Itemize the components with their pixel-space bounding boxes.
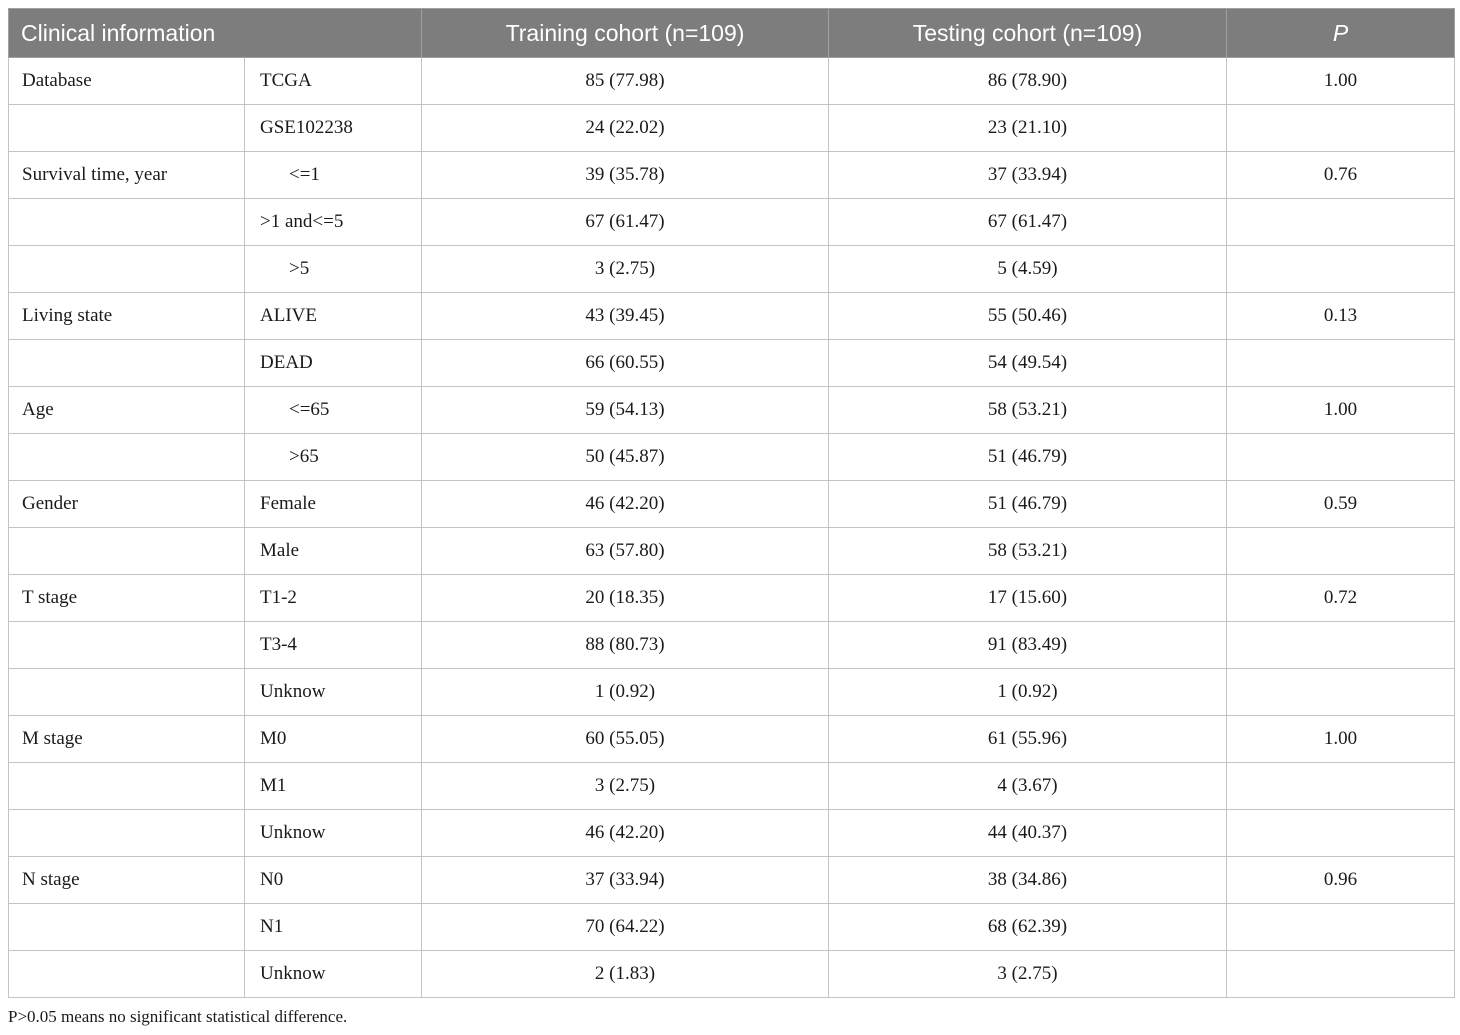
cell-training-value: 37 (33.94) xyxy=(422,857,829,904)
cell-p-value xyxy=(1227,669,1455,716)
cell-clinical-group xyxy=(9,246,245,293)
cell-clinical-group: N stage xyxy=(9,857,245,904)
cell-testing-value: 51 (46.79) xyxy=(829,434,1227,481)
cell-testing-value: 1 (0.92) xyxy=(829,669,1227,716)
cell-testing-value: 51 (46.79) xyxy=(829,481,1227,528)
table-row xyxy=(9,152,1455,199)
cell-p-value: 0.72 xyxy=(1227,575,1455,622)
cell-clinical-group xyxy=(9,622,245,669)
cell-training-value: 85 (77.98) xyxy=(422,58,829,105)
cell-testing-value: 38 (34.86) xyxy=(829,857,1227,904)
cell-clinical-group xyxy=(9,951,245,998)
clinical-info-table xyxy=(8,8,1455,998)
cell-p-value: 0.59 xyxy=(1227,481,1455,528)
cell-testing-value: 58 (53.21) xyxy=(829,387,1227,434)
cell-testing-value: 3 (2.75) xyxy=(829,951,1227,998)
cell-subcategory: <=1 xyxy=(245,152,422,199)
cell-subcategory: ALIVE xyxy=(245,293,422,340)
table-row xyxy=(9,105,1455,152)
cell-testing-value: 37 (33.94) xyxy=(829,152,1227,199)
table-row xyxy=(9,199,1455,246)
cell-training-value: 24 (22.02) xyxy=(422,105,829,152)
table-row xyxy=(9,904,1455,951)
table-footnote: P>0.05 means no significant statistical difference. xyxy=(8,1007,348,1026)
cell-subcategory: Female xyxy=(245,481,422,528)
table-row xyxy=(9,528,1455,575)
cell-p-value xyxy=(1227,434,1455,481)
cell-p-value xyxy=(1227,763,1455,810)
cell-training-value: 43 (39.45) xyxy=(422,293,829,340)
cell-p-value xyxy=(1227,246,1455,293)
cell-subcategory: Unknow xyxy=(245,810,422,857)
cell-p-value xyxy=(1227,810,1455,857)
cell-clinical-group xyxy=(9,105,245,152)
cell-clinical-group xyxy=(9,904,245,951)
cell-subcategory: Male xyxy=(245,528,422,575)
cell-testing-value: 61 (55.96) xyxy=(829,716,1227,763)
cell-p-value xyxy=(1227,622,1455,669)
cell-p-value: 1.00 xyxy=(1227,58,1455,105)
table-row xyxy=(9,763,1455,810)
cell-p-value xyxy=(1227,199,1455,246)
header-clinical-information: Clinical information xyxy=(9,9,422,58)
cell-testing-value: 91 (83.49) xyxy=(829,622,1227,669)
cell-subcategory: T1-2 xyxy=(245,575,422,622)
cell-training-value: 20 (18.35) xyxy=(422,575,829,622)
cell-testing-value: 67 (61.47) xyxy=(829,199,1227,246)
table-row xyxy=(9,58,1455,105)
cell-clinical-group xyxy=(9,340,245,387)
cell-subcategory: >1 and<=5 xyxy=(245,199,422,246)
cell-p-value xyxy=(1227,951,1455,998)
cell-p-value xyxy=(1227,105,1455,152)
table-row xyxy=(9,575,1455,622)
table-row xyxy=(9,293,1455,340)
table-row xyxy=(9,481,1455,528)
cell-training-value: 39 (35.78) xyxy=(422,152,829,199)
cell-clinical-group xyxy=(9,669,245,716)
cell-testing-value: 55 (50.46) xyxy=(829,293,1227,340)
cell-testing-value: 58 (53.21) xyxy=(829,528,1227,575)
cell-clinical-group xyxy=(9,434,245,481)
cell-training-value: 46 (42.20) xyxy=(422,810,829,857)
cell-training-value: 46 (42.20) xyxy=(422,481,829,528)
cell-subcategory: TCGA xyxy=(245,58,422,105)
cell-subcategory: <=65 xyxy=(245,387,422,434)
cell-clinical-group: Survival time, year xyxy=(9,152,245,199)
cell-subcategory: GSE102238 xyxy=(245,105,422,152)
cell-clinical-group xyxy=(9,810,245,857)
cell-testing-value: 23 (21.10) xyxy=(829,105,1227,152)
table-header-row xyxy=(9,9,1455,58)
cell-training-value: 63 (57.80) xyxy=(422,528,829,575)
cell-subcategory: T3-4 xyxy=(245,622,422,669)
cell-subcategory: Unknow xyxy=(245,669,422,716)
table-row xyxy=(9,669,1455,716)
cell-testing-value: 54 (49.54) xyxy=(829,340,1227,387)
cell-testing-value: 4 (3.67) xyxy=(829,763,1227,810)
cell-testing-value: 86 (78.90) xyxy=(829,58,1227,105)
table-row xyxy=(9,622,1455,669)
cell-subcategory: M1 xyxy=(245,763,422,810)
header-training-cohort: Training cohort (n=109) xyxy=(422,9,829,58)
cell-subcategory: >5 xyxy=(245,246,422,293)
cell-training-value: 2 (1.83) xyxy=(422,951,829,998)
cell-clinical-group: Age xyxy=(9,387,245,434)
cell-clinical-group: Gender xyxy=(9,481,245,528)
cell-p-value: 0.13 xyxy=(1227,293,1455,340)
cell-p-value: 1.00 xyxy=(1227,716,1455,763)
cell-subcategory: N0 xyxy=(245,857,422,904)
cell-clinical-group: T stage xyxy=(9,575,245,622)
header-testing-cohort: Testing cohort (n=109) xyxy=(829,9,1227,58)
cell-subcategory: >65 xyxy=(245,434,422,481)
table-body xyxy=(9,58,1455,998)
cell-subcategory: N1 xyxy=(245,904,422,951)
cell-training-value: 1 (0.92) xyxy=(422,669,829,716)
cell-testing-value: 5 (4.59) xyxy=(829,246,1227,293)
table-row xyxy=(9,951,1455,998)
table-row xyxy=(9,387,1455,434)
table-row xyxy=(9,857,1455,904)
cell-training-value: 3 (2.75) xyxy=(422,246,829,293)
cell-training-value: 50 (45.87) xyxy=(422,434,829,481)
cell-training-value: 66 (60.55) xyxy=(422,340,829,387)
cell-clinical-group xyxy=(9,528,245,575)
cell-training-value: 59 (54.13) xyxy=(422,387,829,434)
cell-p-value xyxy=(1227,340,1455,387)
cell-subcategory: M0 xyxy=(245,716,422,763)
cell-clinical-group xyxy=(9,763,245,810)
cell-clinical-group: Database xyxy=(9,58,245,105)
cell-testing-value: 44 (40.37) xyxy=(829,810,1227,857)
cell-p-value xyxy=(1227,904,1455,951)
cell-training-value: 3 (2.75) xyxy=(422,763,829,810)
table-row xyxy=(9,340,1455,387)
cell-p-value xyxy=(1227,528,1455,575)
cell-subcategory: DEAD xyxy=(245,340,422,387)
cell-p-value: 1.00 xyxy=(1227,387,1455,434)
cell-clinical-group xyxy=(9,199,245,246)
cell-training-value: 67 (61.47) xyxy=(422,199,829,246)
table-row xyxy=(9,810,1455,857)
cell-subcategory: Unknow xyxy=(245,951,422,998)
cell-testing-value: 17 (15.60) xyxy=(829,575,1227,622)
cell-training-value: 88 (80.73) xyxy=(422,622,829,669)
cell-p-value: 0.76 xyxy=(1227,152,1455,199)
cell-clinical-group: M stage xyxy=(9,716,245,763)
table-row xyxy=(9,434,1455,481)
cell-clinical-group: Living state xyxy=(9,293,245,340)
table-row xyxy=(9,716,1455,763)
table-row xyxy=(9,246,1455,293)
cell-training-value: 60 (55.05) xyxy=(422,716,829,763)
cell-training-value: 70 (64.22) xyxy=(422,904,829,951)
cell-p-value: 0.96 xyxy=(1227,857,1455,904)
header-p-value: P xyxy=(1227,9,1455,58)
cell-testing-value: 68 (62.39) xyxy=(829,904,1227,951)
